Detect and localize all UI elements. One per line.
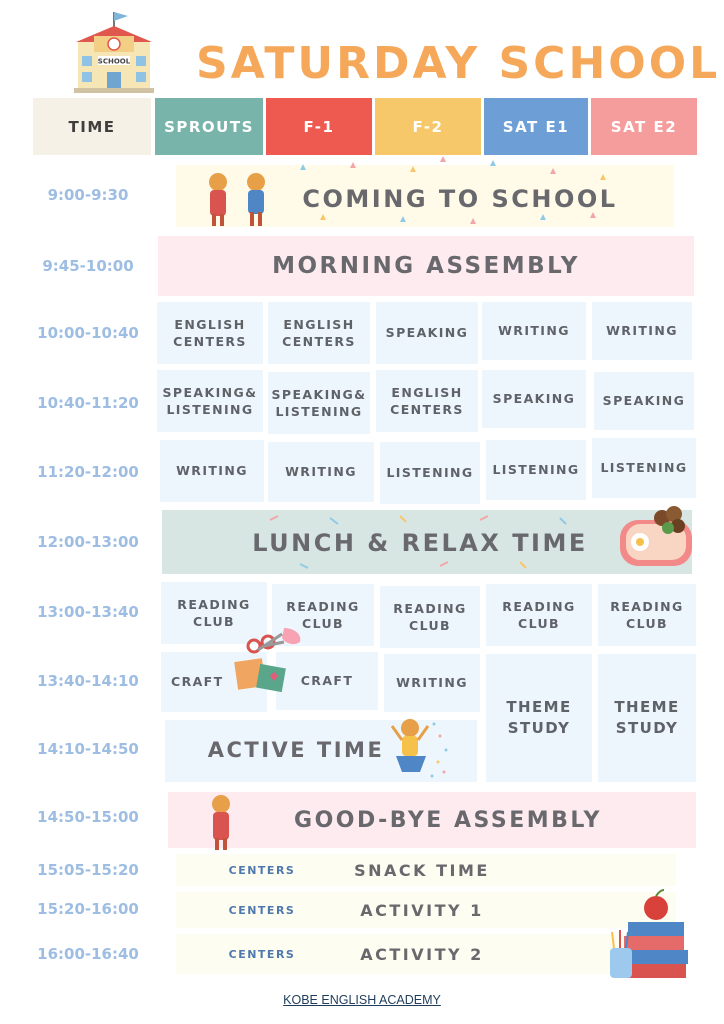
kid-characters-icon [200, 170, 278, 230]
header-time: TIME [33, 98, 151, 155]
active-time-label: ACTIVE TIME [207, 738, 385, 762]
time-slot: 15:05-15:20 [37, 861, 139, 879]
class-cell: WRITING [160, 440, 264, 502]
time-slot: 13:40-14:10 [37, 672, 139, 690]
time-slot: 12:00-13:00 [37, 533, 139, 551]
activity2-label: ACTIVITY 2 [360, 944, 484, 964]
time-slot: 15:20-16:00 [37, 900, 139, 918]
class-cell: SPEAKING& LISTENING [268, 372, 370, 434]
coming-to-school-label: COMING TO SCHOOL [302, 185, 618, 213]
school-sign-text: SCHOOL [97, 57, 131, 66]
class-cell: CRAFT [161, 652, 267, 712]
class-cell: WRITING [482, 302, 586, 360]
centers-label: CENTERS [228, 903, 296, 917]
time-slot: 9:45-10:00 [42, 257, 134, 275]
centers-label: CENTERS [228, 947, 296, 961]
header-sprouts: SPROUTS [155, 98, 263, 155]
activity1-label: ACTIVITY 1 [360, 900, 484, 920]
time-slot: 14:50-15:00 [37, 808, 139, 826]
class-cell: SPEAKING [376, 302, 478, 364]
header-sat-e2: SAT E2 [591, 98, 697, 155]
class-cell: THEME STUDY [486, 654, 592, 782]
kid-character-icon [206, 794, 236, 854]
morning-assembly-band: MORNING ASSEMBLY [158, 236, 694, 296]
snack-time-label: SNACK TIME [354, 860, 490, 880]
time-slot: 14:10-14:50 [37, 740, 139, 758]
scissors-craft-icon [232, 624, 306, 694]
class-cell: SPEAKING [482, 370, 586, 428]
time-slot: 16:00-16:40 [37, 945, 139, 963]
school-building-icon [70, 10, 158, 94]
centers-label: CENTERS [228, 863, 296, 877]
class-cell: ENGLISH CENTERS [376, 370, 478, 432]
class-cell: READING CLUB [598, 584, 696, 646]
header-sat-e1: SAT E1 [484, 98, 588, 155]
header-f2: F-2 [375, 98, 481, 155]
time-slot: 11:20-12:00 [37, 463, 139, 481]
class-cell: LISTENING [486, 440, 586, 500]
dancing-kid-icon [388, 716, 458, 786]
time-slot: 9:00-9:30 [47, 186, 129, 204]
class-cell: THEME STUDY [598, 654, 696, 782]
class-cell: SPEAKING& LISTENING [157, 370, 263, 432]
time-slot: 10:00-10:40 [37, 324, 139, 342]
class-cell: READING CLUB [486, 584, 592, 646]
class-cell: ENGLISH CENTERS [157, 302, 263, 364]
page-title: SATURDAY SCHOOL [196, 38, 721, 89]
class-cell: CRAFT [276, 652, 378, 710]
class-cell: SPEAKING [594, 372, 694, 430]
bento-box-icon [618, 498, 694, 570]
footer-academy-link[interactable]: KOBE ENGLISH ACADEMY [283, 993, 441, 1007]
class-cell: READING CLUB [380, 586, 480, 648]
class-cell: LISTENING [592, 438, 696, 498]
header-f1: F-1 [266, 98, 372, 155]
good-bye-assembly-band: GOOD-BYE ASSEMBLY [168, 792, 696, 848]
class-cell: ENGLISH CENTERS [268, 302, 370, 364]
books-apple-icon [606, 886, 690, 986]
class-cell: READING CLUB [272, 584, 374, 646]
time-slot: 13:00-13:40 [37, 603, 139, 621]
class-cell: READING CLUB [161, 582, 267, 644]
time-slot: 10:40-11:20 [37, 394, 139, 412]
lunch-label: LUNCH & RELAX TIME [252, 529, 588, 557]
class-cell: WRITING [268, 442, 374, 502]
class-cell: WRITING [384, 654, 480, 712]
class-cell: WRITING [592, 302, 692, 360]
class-cell: LISTENING [380, 442, 480, 504]
